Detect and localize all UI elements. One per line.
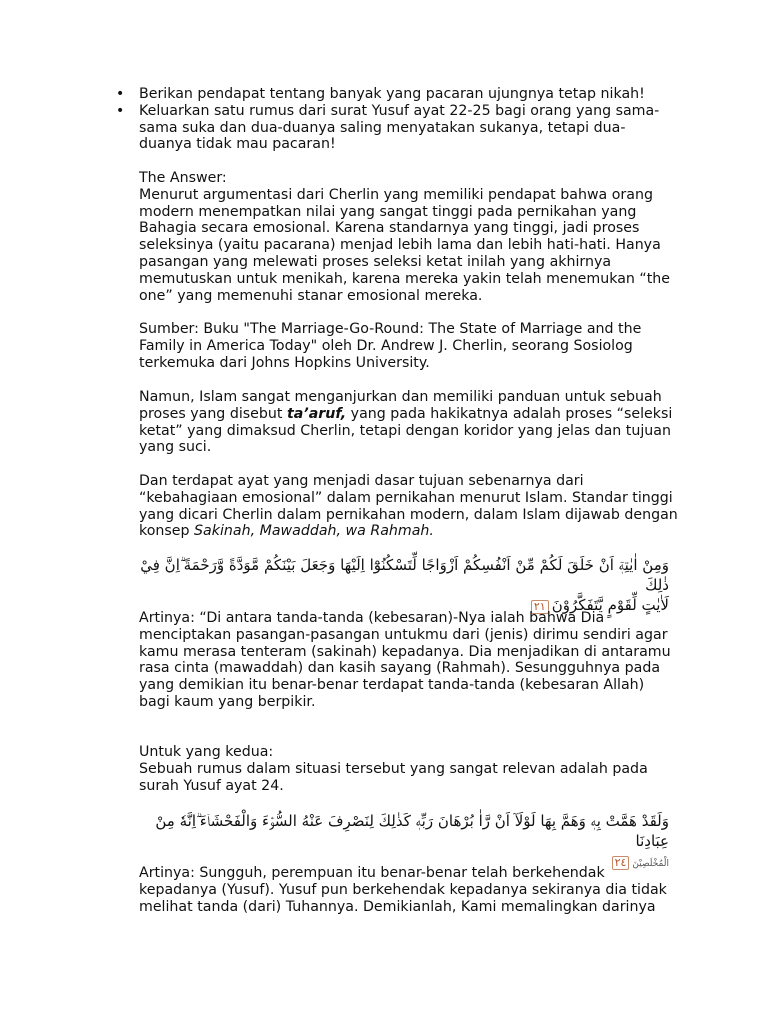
concept-term: Sakinah, Mawaddah, wa Rahmah. — [194, 523, 434, 540]
arabic-verse-1-line-1: وَمِنْ اٰيٰتِهٖٓ اَنْ خَلَقَ لَكُمْ مِّنْ اَنْفُسِكُمْ اَزْوَاجًا لِّتَسْكُنُوْٓا اِلَيْهَا وَجَعَلَ بَيْنَكُمْ مَّوَدَّةً وَّرَحْمَةً ۗاِنَّ فِيْ ذٰلِكَ — [140, 556, 669, 594]
translation-1-text: Artinya: “Di antara tanda-tanda (kebesaran)-Nya ialah bahwa Dia menciptakan pasangan-pasangan untukmu dari (jenis) dirimu sendiri agar kamu merasa tenteram (sakinah) kepadanya. Dia menjadikan di antaramu rasa cinta (mawaddah) dan kasih sayang (Rahmah). Sesungguhnya pada yang demikian itu benar-benar terdapat tanda-tanda (kebesaran Allah) bagi kaum yang berpikir. — [139, 610, 671, 710]
taaruf-text-start: Namun, Islam sangat menganjurkan dan memiliki panduan untuk sebuah proses yang disebut — [139, 389, 662, 422]
concept-paragraph — [139, 473, 679, 540]
answer-block — [139, 170, 679, 304]
list-item — [116, 86, 676, 103]
bullet-icon: • — [116, 86, 125, 102]
taaruf-text — [139, 389, 679, 456]
translation-2-text: Artinya: Sungguh, perempuan itu benar-benar telah berkehendak kepadanya (Yusuf). Yusuf pun berkehendak kepadanya sekiranya dia tidak melihat tanda (dari) Tuhannya. Demikianlah, Kami memalingkan darinya — [139, 865, 667, 915]
list-item — [116, 103, 676, 153]
ayah-number-icon: ٢٤ — [612, 856, 630, 870]
translation-1 — [139, 610, 679, 711]
answer-heading: The Answer: — [139, 170, 227, 186]
concept-text-start: Dan terdapat ayat yang menjadi dasar tujuan sebenarnya dari “kebahagiaan emosional” dalam pernikahan menurut Islam. Standar tinggi yang dicari Cherlin dalam pernikahan modern, dalam Islam dijawab dengan konsep — [139, 473, 678, 540]
arabic-verse-2-end: الْمُخْلَصِيْنَ — [632, 859, 669, 869]
arabic-verse-1 — [139, 555, 669, 615]
concept-text — [139, 473, 679, 540]
source-paragraph — [139, 321, 679, 371]
question-1: Berikan pendapat tentang banyak yang pacaran ujungnya tetap nikah! — [139, 86, 645, 102]
arabic-verse-2-line-1: وَلَقَدْ هَمَّتْ بِهٖ وَهَمَّ بِهَا لَوْلَآ اَنْ رَّاٰ بُرْهَانَ رَبِّهٖ كَذٰلِكَ لِنَصْرِفَ عَنْهُ السُّوْۤءَ وَالْفَحْشَاۤءَ ۗاِنَّهٗ مِنْ عِبَادِنَا — [155, 812, 669, 850]
ayah-number-icon: ٢١ — [531, 600, 549, 614]
arabic-verse-1-end: لَاٰيٰتٍ لِّقَوْمٍ يَّتَفَكَّرُوْنَ — [551, 596, 669, 614]
question-2: Keluarkan satu rumus dari surat Yusuf ayat 22-25 bagi orang yang sama-sama suka dan dua-duanya saling menyatakan sukanya, tetapi dua-duanya tidak mau pacaran! — [139, 102, 660, 153]
taaruf-term: ta’aruf, — [286, 405, 347, 422]
taaruf-text-end: yang pada hakikatnya adalah proses “seleksi ketat” yang dimaksud Cherlin, tetapi dengan koridor yang jelas dan tujuan yang suci. — [139, 405, 673, 456]
second-paragraph: Sebuah rumus dalam situasi tersebut yang sangat relevan adalah pada surah Yusuf ayat 24. — [139, 760, 648, 794]
bullet-icon: • — [116, 102, 125, 119]
question-list — [116, 86, 676, 153]
taaruf-paragraph — [139, 389, 679, 456]
source-text: Sumber: Buku "The Marriage-Go-Round: The State of Marriage and the Family in America Today" oleh Dr. Andrew J. Cherlin, seorang Sosiolog terkemuka dari Johns Hopkins University. — [139, 321, 642, 371]
second-heading: Untuk yang kedua: — [139, 744, 274, 760]
translation-2 — [139, 865, 679, 915]
second-answer — [139, 744, 679, 794]
cherlin-paragraph: Menurut argumentasi dari Cherlin yang memiliki pendapat bahwa orang modern menempatkan nilai yang sangat tinggi pada pernikahan yang Bahagia secara emosional. Karena standarnya yang tinggi, jadi proses seleksinya (yaitu pacarana) menjad lebih lama dan lebih hati-hati. Hanya pasangan yang melewati proses seleksi ketat inilah yang akhirnya memutuskan untuk menikah, karena mereka yakin telah menemukan “the one” yang memenuhi stanar emosional mereka. — [139, 186, 671, 304]
